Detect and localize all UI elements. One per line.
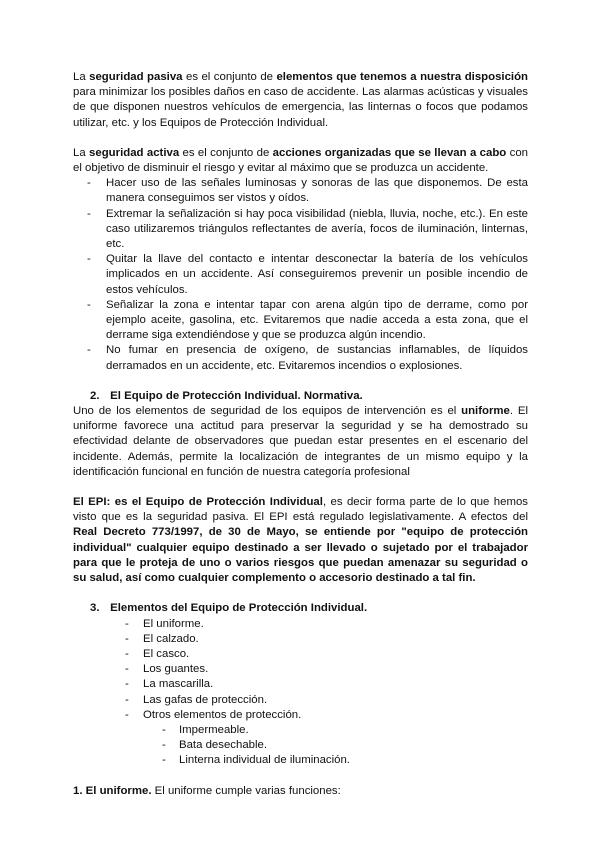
bold-term: uniforme [461,405,510,418]
bold-term: elementos que tenemos a nuestra disposición [276,71,528,83]
text: es el conjunto de [179,146,273,159]
text: La [73,146,90,159]
list-item: - El calzado. [143,632,528,647]
section-number: 2. [90,389,100,402]
text: . El uniforme favorece una actitud para preservar la seguridad y se ha demostrado su efectividad delante de observadores que puedan estar presentes en el escenario del incidente. Además, permite la localización de integrantes de un mismo equipo y la identificación funcional en función de nuestra categoría profesional [73,405,528,478]
paragraph-seguridad-pasiva [73,70,528,131]
text: para minimizar los posibles daños en caso de accidente. Las alarmas acústicas y visuales de que disponen nuestros vehículos de emergencia, las linternas o focos que podamos utilizar, etc. y los Equipos de Protección Individual. [73,86,528,129]
list-item: - No fumar en presencia de oxígeno, de sustancias inflamables, de líquidos derramados en un accidente, etc. Evitaremos incendios o explosiones. [106,343,528,373]
list-item: - Las gafas de protección. [143,693,528,708]
section-title: Elementos del Equipo de Protección Individual. [110,602,368,615]
list-item: - Quitar la llave del contacto e intentar desconectar la batería de los vehículos implicados en un accidente. Así conseguiremos prevenir un posible incendio de estos vehículos. [106,252,528,298]
section-2-heading [73,389,528,404]
text: es el conjunto de [182,71,277,83]
bold-term: acciones organizadas que se llevan a cabo [272,146,507,159]
paragraph-epi-definicion [73,495,528,586]
text: Uno de los elementos de seguridad de los equipos de intervención es el [73,405,462,418]
bold-term: 1. El uniforme. [73,784,152,797]
section-number: 3. [90,602,100,615]
paragraph-uniforme-intro [73,404,528,480]
seguridad-activa-list [73,176,528,374]
paragraph-seguridad-activa [73,146,528,176]
list-item: - Bata desechable. [179,738,528,753]
list-item: - Señalizar la zona e intentar tapar con arena algún tipo de derrame, como por ejemplo aceite, gasolina, etc. Evitaremos que nadie acceda a esta zona, que el derrame siga extendiéndose y que se produzca algún incendio. [106,298,528,344]
bold-term: seguridad activa [89,146,180,159]
text: El uniforme cumple varias funciones: [151,784,341,797]
paragraph-uniforme-funciones [73,784,528,799]
list-item: - El casco. [143,647,528,662]
bold-term: Real Decreto 773/1997, de 30 de Mayo, se entiende por "equipo de protección individual" cualquier equipo destinado a ser llevado o sujetado por el trabajador para que le proteja de uno o varios riesgos que puedan amenazar su seguridad o su salud, así como cualquier complemento o accesorio destinado a tal fin. [73,526,528,585]
document-page [73,70,528,799]
section-title: El Equipo de Protección Individual. Normativa. [110,389,363,402]
epi-elements-list [73,617,528,723]
list-item: - Impermeable. [179,723,528,738]
other-elements-sublist [73,723,528,769]
list-item: - Extremar la señalización si hay poca visibilidad (niebla, lluvia, noche, etc.). En este caso utilizaremos triángulos reflectantes de avería, focos de iluminación, linternas, etc. [106,207,528,253]
list-item: - Linterna individual de iluminación. [179,753,528,768]
list-item: - El uniforme. [143,617,528,632]
list-item: - Otros elementos de protección. [143,708,528,723]
bold-term: seguridad pasiva [89,71,183,83]
text: con el objetivo de disminuir el riesgo y evitar al máximo que se produzca un accidente. [73,146,528,175]
text: , es decir forma parte de lo que hemos visto que es la seguridad pasiva. El EPI está regulado legislativamente. A efectos del [73,496,528,524]
list-item: - Hacer uso de las señales luminosas y sonoras de las que disponemos. De esta manera conseguimos ser vistos y oídos. [106,176,528,206]
list-item: - Los guantes. [143,662,528,677]
list-item: - La mascarilla. [143,677,528,692]
section-3-heading [73,601,528,616]
bold-term: El EPI: es el Equipo de Protección Individual [73,496,323,509]
text: La [73,71,90,83]
